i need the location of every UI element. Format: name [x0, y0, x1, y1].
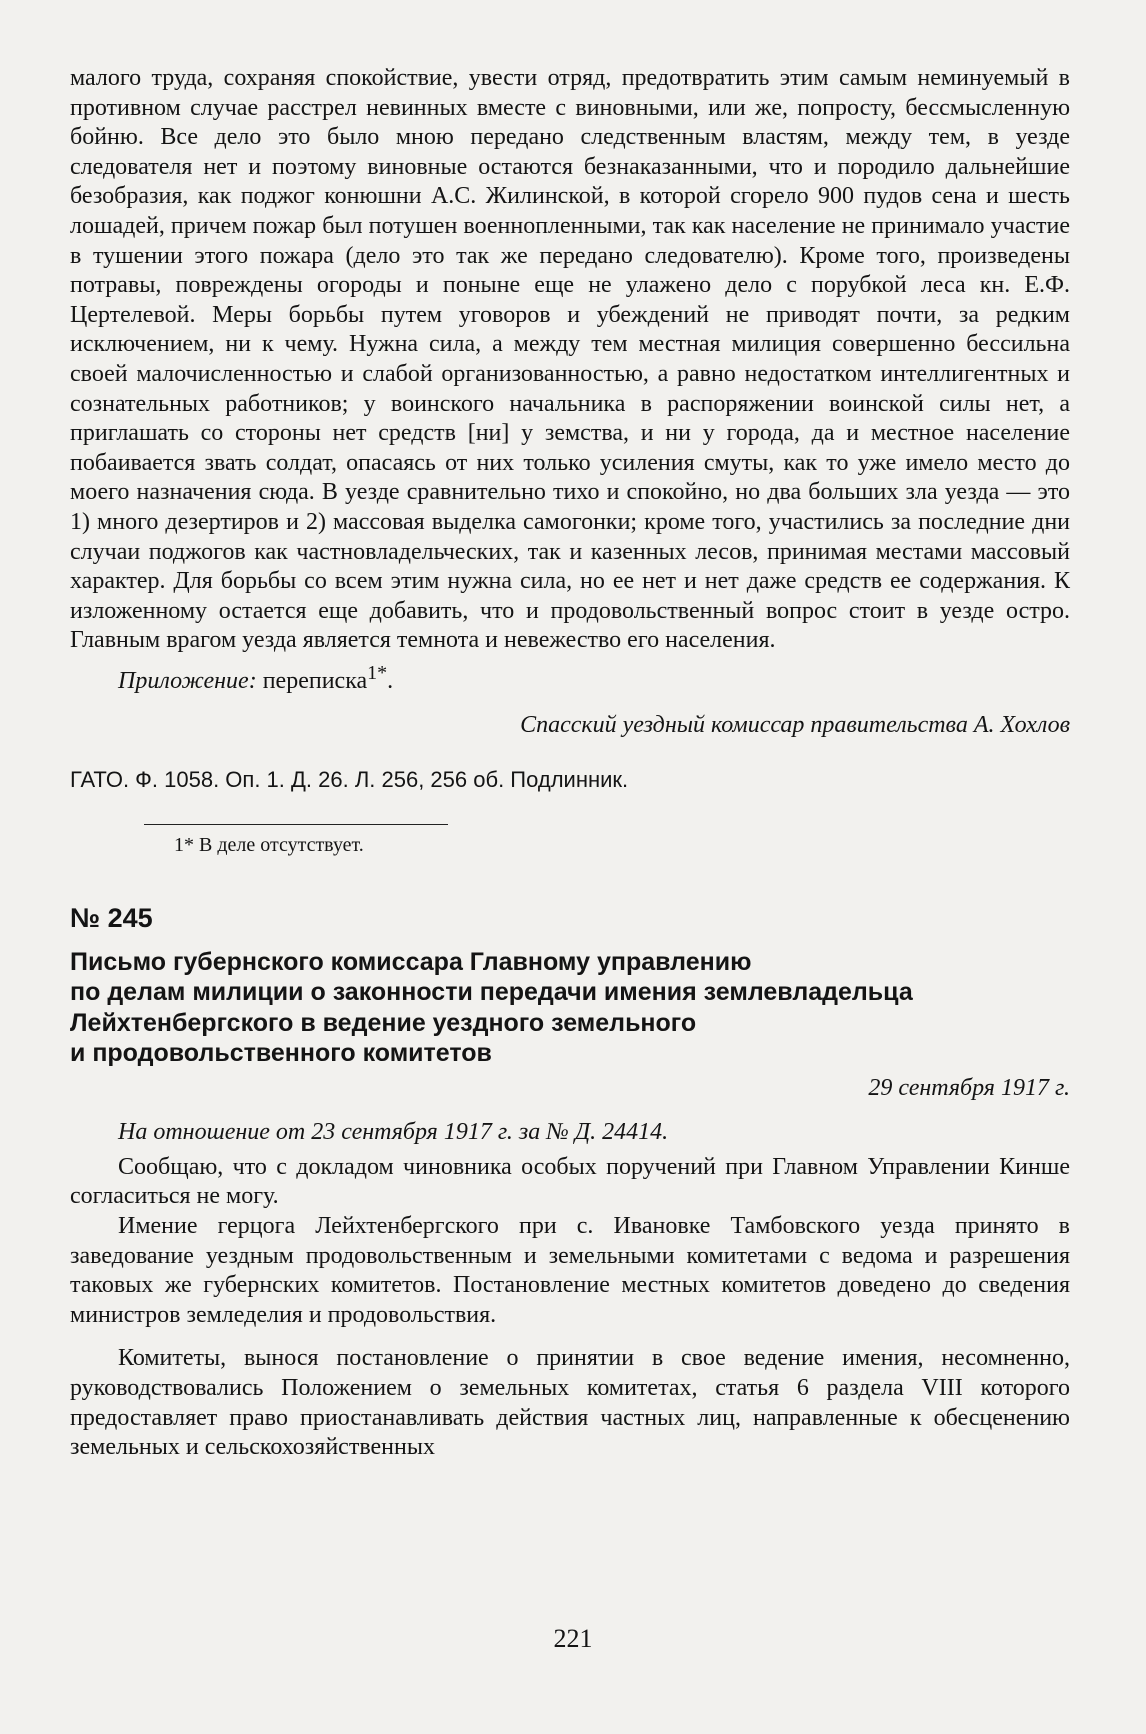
footnote-mark: 1*	[174, 833, 194, 856]
footnote-text: В деле отсутствует.	[199, 833, 364, 856]
archive-source: ГАТО. Ф. 1058. Оп. 1. Д. 26. Л. 256, 256 об. Подлинник.	[70, 766, 629, 792]
document-title-line: и продовольственного комитетов	[70, 1039, 492, 1068]
page-number: 221	[553, 1624, 593, 1653]
document-title	[70, 947, 1070, 1069]
document-title-line: Лейхтенбергского в ведение уездного земельного	[70, 1008, 697, 1037]
document-number: № 245	[70, 902, 153, 933]
document-reference: На отношение от 23 сентября 1917 г. за № Д. 24414.	[118, 1118, 669, 1145]
document-title-line: по делам милиции о законности передачи имения землевладельца	[70, 978, 913, 1007]
footnote-divider	[144, 824, 448, 825]
appendix-text: переписка	[262, 667, 368, 694]
prev-document-paragraph: малого труда, сохраняя спокойствие, увести отряд, предотвратить этим самым неминуемый в противном случае расстрел невинных вместе с виновными, или же, попросту, бессмысленную бойню. Все дело это было мною передано следственным властям, между тем, в уезде следователя нет и поэтому виновные остаются безнаказанными, что и породило дальнейшие безобразия, как поджог конюшни А.С. Жилинской, в которой сгорело 900 пудов сена и шесть лошадей, причем пожар был потушен военнопленными, так как население не принимало участие в тушении этого пожара (дело это так же передано следователю). Кроме того, произведены потравы, повреждены огороды и поныне еще не улажено дело с порубкой леса кн. Е.Ф. Цертелевой. Меры борьбы путем уговоров и убеждений не приводят почти, за редким исключением, ни к чему. Нужна сила, а между тем местная милиция совершенно бессильна своей малочисленностью и слабой организованностью, а равно недостатком интеллигентных и сознательных работников; у воинского начальника в распоряжении воинской силы нет, а приглашать со стороны нет средств [ни] у земства, и ни у города, да и местное население побаивается звать солдат, опасаясь от них только усиления смуты, как то уже имело место до моего назначения сюда. В уезде сравнительно тихо и спокойно, но два больших зла уезда — это 1) много дезертиров и 2) массовая выделка самогонки; кроме того, участились за последние дни случаи поджогов как частновладельческих, так и казенных лесов, принимая местами массовый характер. Для борьбы со всем этим нужна сила, но ее нет и нет даже средств ее содержания. К изложенному остается еще добавить, что и продовольственный вопрос стоит в уезде остро. Главным врагом уезда является темнота и невежество его населения.	[70, 65, 1070, 654]
appendix-footnote-mark: 1*	[367, 661, 388, 684]
page-content	[70, 64, 1070, 1463]
body-paragraph: Имение герцога Лейхтенбергского при с. Ивановке Тамбовского уезда принято в заведование уездным продовольственным и земельными комитетами с ведома и разрешения таковых же губернских комитетов. Постановление местных комитетов доведено до сведения министров земледелия и продовольствия.	[70, 1213, 1070, 1328]
appendix-line: Приложение: переписка$^{1*}$.	[118, 661, 394, 694]
footnote	[174, 833, 1070, 857]
document-title-line: Письмо губернского комиссара Главному управлению	[70, 947, 752, 976]
appendix-label: Приложение:	[118, 667, 257, 694]
signature: Спасский уездный комиссар правительства А. Хохлов	[520, 711, 1070, 738]
document-date: 29 сентября 1917 г.	[868, 1074, 1070, 1101]
body-paragraph: Сообщаю, что с докладом чиновника особых поручений при Главном Управлении Кинше согласиться не могу.	[70, 1153, 1070, 1210]
body-paragraph: Комитеты, вынося постановление о принятии в свое ведение имения, несомненно, руководствовались Положением о земельных комитетах, статья 6 раздела VIII которого предоставляет право приостанавливать действия частных лиц, направленные к обесценению земельных и сельскохозяйственных	[70, 1345, 1070, 1461]
